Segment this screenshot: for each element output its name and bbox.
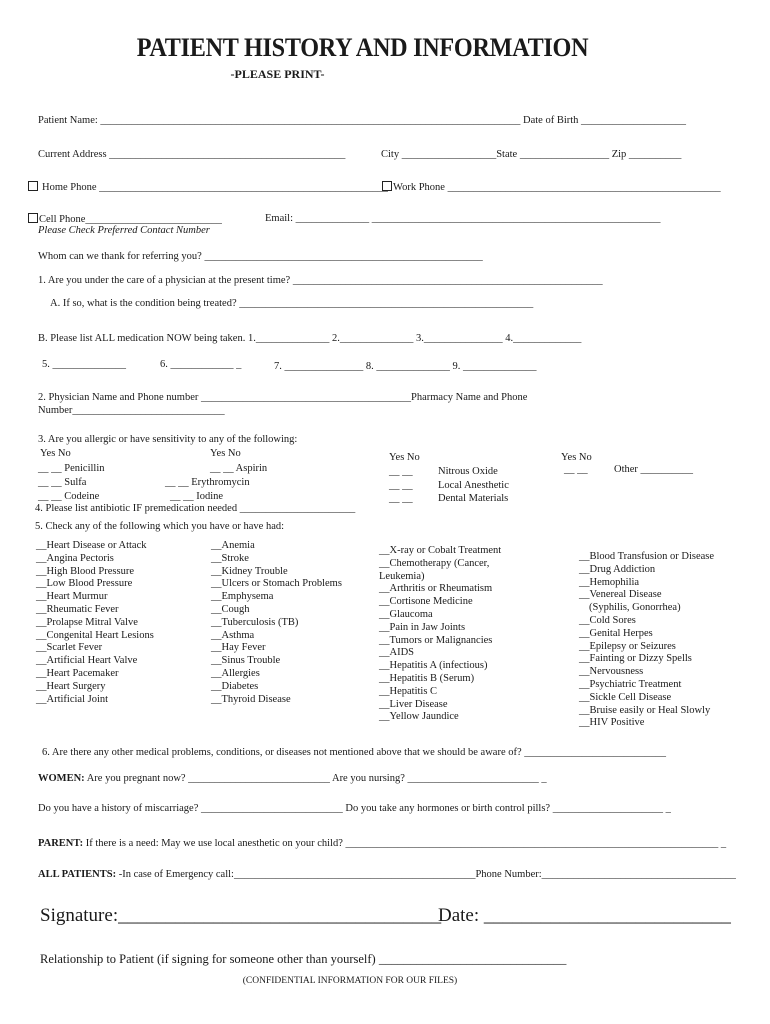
condition-item[interactable]: __Heart Pacemaker bbox=[36, 667, 119, 679]
home-phone-row bbox=[28, 181, 388, 193]
home-phone-checkbox[interactable] bbox=[28, 181, 38, 191]
women-row bbox=[38, 773, 547, 784]
conditions-list-1 bbox=[36, 540, 154, 706]
condition-item[interactable]: __Hepatitis B (Serum) bbox=[379, 672, 475, 684]
condition-item[interactable]: __Hepatitis C bbox=[379, 685, 438, 697]
condition-item[interactable]: __Prolapse Mitral Valve bbox=[36, 616, 138, 628]
condition-item[interactable]: __Hepatitis A (infectious) bbox=[379, 660, 488, 672]
allergy-item: Nitrous Oxide bbox=[438, 466, 498, 477]
allergy-mark[interactable]: __ __ bbox=[389, 466, 413, 477]
work-phone-field[interactable]: Work Phone ____________________________________________________ bbox=[393, 182, 721, 193]
allergy-list-1 bbox=[38, 462, 105, 504]
cell-phone-field[interactable]: Cell Phone__________________________ bbox=[39, 214, 222, 225]
condition-treated-field[interactable]: A. If so, what is the condition being treated? ________________________________________________________ bbox=[50, 298, 534, 309]
condition-item[interactable]: __Hemophilia bbox=[579, 576, 640, 588]
condition-item[interactable]: __Yellow Jaundice bbox=[379, 711, 459, 723]
condition-item[interactable]: __Stroke bbox=[211, 552, 249, 564]
allergy-mark[interactable]: __ __ bbox=[564, 464, 588, 475]
condition-item[interactable]: __High Blood Pressure bbox=[36, 565, 134, 577]
home-phone-field[interactable]: Home Phone _______________________________________________________ bbox=[42, 182, 388, 193]
condition-item[interactable]: __Cough bbox=[211, 603, 250, 615]
condition-item[interactable]: __Venereal Disease bbox=[579, 589, 662, 601]
cell-phone-checkbox[interactable] bbox=[28, 213, 38, 223]
condition-item[interactable]: __Tuberculosis (TB) bbox=[211, 616, 299, 628]
condition-item[interactable]: __Kidney Trouble bbox=[211, 565, 288, 577]
yes-no-header-2: Yes No bbox=[210, 448, 241, 459]
preferred-contact-note: Please Check Preferred Contact Number bbox=[38, 225, 210, 236]
allergy-item[interactable]: __ __ Sulfa bbox=[38, 477, 87, 488]
condition-item: Leukemia) bbox=[379, 570, 425, 582]
condition-item[interactable]: __AIDS bbox=[379, 647, 415, 659]
condition-item[interactable]: __Sickle Cell Disease bbox=[579, 691, 672, 703]
condition-item[interactable]: __Angina Pectoris bbox=[36, 552, 114, 564]
medication-7-9-fields[interactable]: 7. _______________ 8. ______________ 9. ______________ bbox=[274, 361, 537, 372]
allergy-item[interactable]: __ __ Penicillin bbox=[38, 463, 105, 474]
condition-item[interactable]: __Hay Fever bbox=[211, 642, 266, 654]
condition-item[interactable]: __Tumors or Malignancies bbox=[379, 634, 493, 646]
condition-item[interactable]: __Fainting or Dizzy Spells bbox=[579, 653, 692, 665]
allergy-other-field[interactable]: Other __________ bbox=[614, 464, 694, 475]
condition-item[interactable]: __Heart Surgery bbox=[36, 680, 106, 692]
condition-item[interactable]: __Sinus Trouble bbox=[211, 655, 281, 667]
page-title: PATIENT HISTORY AND INFORMATION bbox=[136, 33, 589, 62]
condition-item[interactable]: __Diabetes bbox=[211, 680, 259, 692]
condition-item[interactable]: __Scarlet Fever bbox=[36, 642, 103, 654]
parent-label: PARENT: bbox=[38, 838, 84, 849]
signature-field[interactable]: Signature:__________________________________ bbox=[40, 905, 442, 926]
allergy-item[interactable]: __ __ Codeine bbox=[38, 491, 100, 502]
relationship-field[interactable]: Relationship to Patient (if signing for someone other than yourself) ______________________________ bbox=[40, 952, 567, 966]
medication-row-1[interactable]: B. Please list ALL medication NOW being taken. 1.______________ 2.______________ 3._______________ 4._____________ bbox=[38, 333, 582, 344]
condition-item: (Syphilis, Gonorrhea) bbox=[589, 602, 681, 614]
condition-item[interactable]: __Blood Transfusion or Disease bbox=[579, 551, 715, 562]
antibiotic-field[interactable]: 4. Please list antibiotic IF premedication needed ______________________ bbox=[35, 503, 356, 514]
condition-item[interactable]: __Ulcers or Stomach Problems bbox=[211, 578, 342, 590]
condition-item[interactable]: __Rheumatic Fever bbox=[36, 603, 119, 615]
women-label: WOMEN: bbox=[38, 773, 85, 784]
city-state-zip-field[interactable]: City __________________State _________________ Zip __________ bbox=[381, 149, 682, 160]
other-problems-field[interactable]: 6. Are there any other medical problems, conditions, or diseases not mentioned above that we should be aware of? ___________________________ bbox=[42, 747, 667, 758]
all-patients-label: ALL PATIENTS: bbox=[38, 869, 117, 880]
condition-item[interactable]: __Cold Sores bbox=[579, 614, 636, 626]
local-anesthetic-field[interactable]: If there is a need: May we use local anesthetic on your child? _______________________________________________________________________ _ bbox=[83, 838, 727, 849]
physician-number-field[interactable]: Number_____________________________ bbox=[38, 405, 225, 416]
condition-item[interactable]: __Psychiatric Treatment bbox=[579, 678, 682, 690]
physician-care-field[interactable]: 1. Are you under the care of a physician at the present time? ___________________________________________________________ bbox=[38, 275, 603, 286]
work-phone-checkbox[interactable] bbox=[382, 181, 392, 191]
condition-item[interactable]: __Cortisone Medicine bbox=[379, 596, 473, 608]
medication-6-field[interactable]: 6. ____________ _ bbox=[160, 359, 242, 370]
condition-item[interactable]: __Anemia bbox=[211, 540, 255, 551]
work-phone-row bbox=[382, 181, 721, 193]
conditions-list-2 bbox=[211, 540, 342, 706]
yes-no-header-4: Yes No bbox=[561, 452, 592, 463]
condition-item[interactable]: __X-ray or Cobalt Treatment bbox=[379, 545, 502, 556]
condition-item[interactable]: __Chemotherapy (Cancer, bbox=[379, 557, 490, 569]
conditions-list-3 bbox=[379, 545, 501, 724]
allergy-list-3 bbox=[438, 465, 509, 506]
allergy-list-2 bbox=[165, 462, 267, 504]
emergency-contact-field[interactable]: -In case of Emergency call:______________________________________________Phone Number:_____________________________________ bbox=[116, 869, 736, 880]
condition-item[interactable]: __Artificial Joint bbox=[36, 693, 109, 705]
condition-item[interactable]: __Glaucoma bbox=[379, 608, 433, 620]
patient-name-field[interactable]: Patient Name: ________________________________________________________________________________ Date of Birth ____________________ bbox=[38, 115, 687, 126]
condition-item[interactable]: __Asthma bbox=[211, 629, 255, 641]
allergy-marks-3 bbox=[389, 465, 413, 506]
pregnancy-nursing-field[interactable]: Are you pregnant now? ___________________________ Are you nursing? _________________________ _ bbox=[84, 773, 547, 784]
condition-item[interactable]: __Allergies bbox=[211, 667, 260, 679]
condition-item[interactable]: __Arthritis or Rheumatism bbox=[379, 583, 493, 595]
condition-item[interactable]: __HIV Positive bbox=[579, 717, 645, 729]
cell-phone-row bbox=[28, 213, 222, 225]
condition-item[interactable]: __Liver Disease bbox=[379, 698, 448, 710]
condition-item[interactable]: __Low Blood Pressure bbox=[36, 578, 133, 590]
condition-item[interactable]: __Artificial Heart Valve bbox=[36, 655, 138, 667]
condition-item[interactable]: __Emphysema bbox=[211, 591, 274, 603]
current-address-field[interactable]: Current Address _____________________________________________ bbox=[38, 149, 346, 160]
condition-item[interactable]: __Nervousness bbox=[579, 666, 644, 678]
date-field[interactable]: Date: __________________________ bbox=[438, 905, 731, 926]
allergy-item[interactable]: __ __ Iodine bbox=[170, 491, 224, 502]
referral-field[interactable]: Whom can we thank for referring you? _____________________________________________________ bbox=[38, 251, 483, 262]
yes-no-header-3: Yes No bbox=[389, 452, 420, 463]
page-subtitle: -PLEASE PRINT- bbox=[230, 67, 325, 81]
condition-item[interactable]: __Bruise easily or Heal Slowly bbox=[579, 704, 711, 716]
condition-item[interactable]: __Heart Disease or Attack bbox=[36, 540, 147, 551]
allergy-item: Local Anesthetic bbox=[438, 479, 509, 491]
email-field[interactable]: Email: ______________ _______________________________________________________ bbox=[265, 213, 661, 224]
condition-item[interactable]: __Congenital Heart Lesions bbox=[36, 629, 154, 641]
allergy-item[interactable]: __ __ Aspirin bbox=[210, 463, 268, 474]
condition-item[interactable]: __Drug Addiction bbox=[579, 563, 656, 575]
conditions-list-4 bbox=[579, 551, 714, 730]
condition-item[interactable]: __Genital Herpes bbox=[579, 627, 653, 639]
yes-no-header-1: Yes No bbox=[40, 448, 71, 459]
condition-item[interactable]: __Epilepsy or Seizures bbox=[579, 640, 676, 652]
allergy-mark[interactable]: __ __ bbox=[389, 493, 413, 504]
allergy-question: 3. Are you allergic or have sensitivity to any of the following: bbox=[38, 434, 298, 445]
conditions-question: 5. Check any of the following which you have or have had: bbox=[35, 521, 285, 532]
allergy-mark[interactable]: __ __ bbox=[389, 479, 413, 491]
condition-item[interactable]: __Pain in Jaw Joints bbox=[379, 621, 466, 633]
condition-item[interactable]: __Thyroid Disease bbox=[211, 693, 291, 705]
allergy-item: Dental Materials bbox=[438, 493, 509, 504]
confidential-note: (CONFIDENTIAL INFORMATION FOR OUR FILES) bbox=[242, 976, 458, 986]
physician-pharmacy-field[interactable]: 2. Physician Name and Phone number ________________________________________Pharmacy Name and Phone bbox=[38, 392, 528, 403]
medication-5-field[interactable]: 5. ______________ bbox=[42, 359, 126, 370]
parent-row bbox=[38, 838, 726, 849]
allergy-item[interactable]: __ __ Erythromycin bbox=[165, 477, 250, 488]
condition-item[interactable]: __Heart Murmur bbox=[36, 591, 108, 603]
all-patients-row bbox=[38, 869, 736, 880]
miscarriage-hormones-field[interactable]: Do you have a history of miscarriage? ___________________________ Do you take any hormones or birth control pills? _____________________ _ bbox=[38, 803, 671, 814]
